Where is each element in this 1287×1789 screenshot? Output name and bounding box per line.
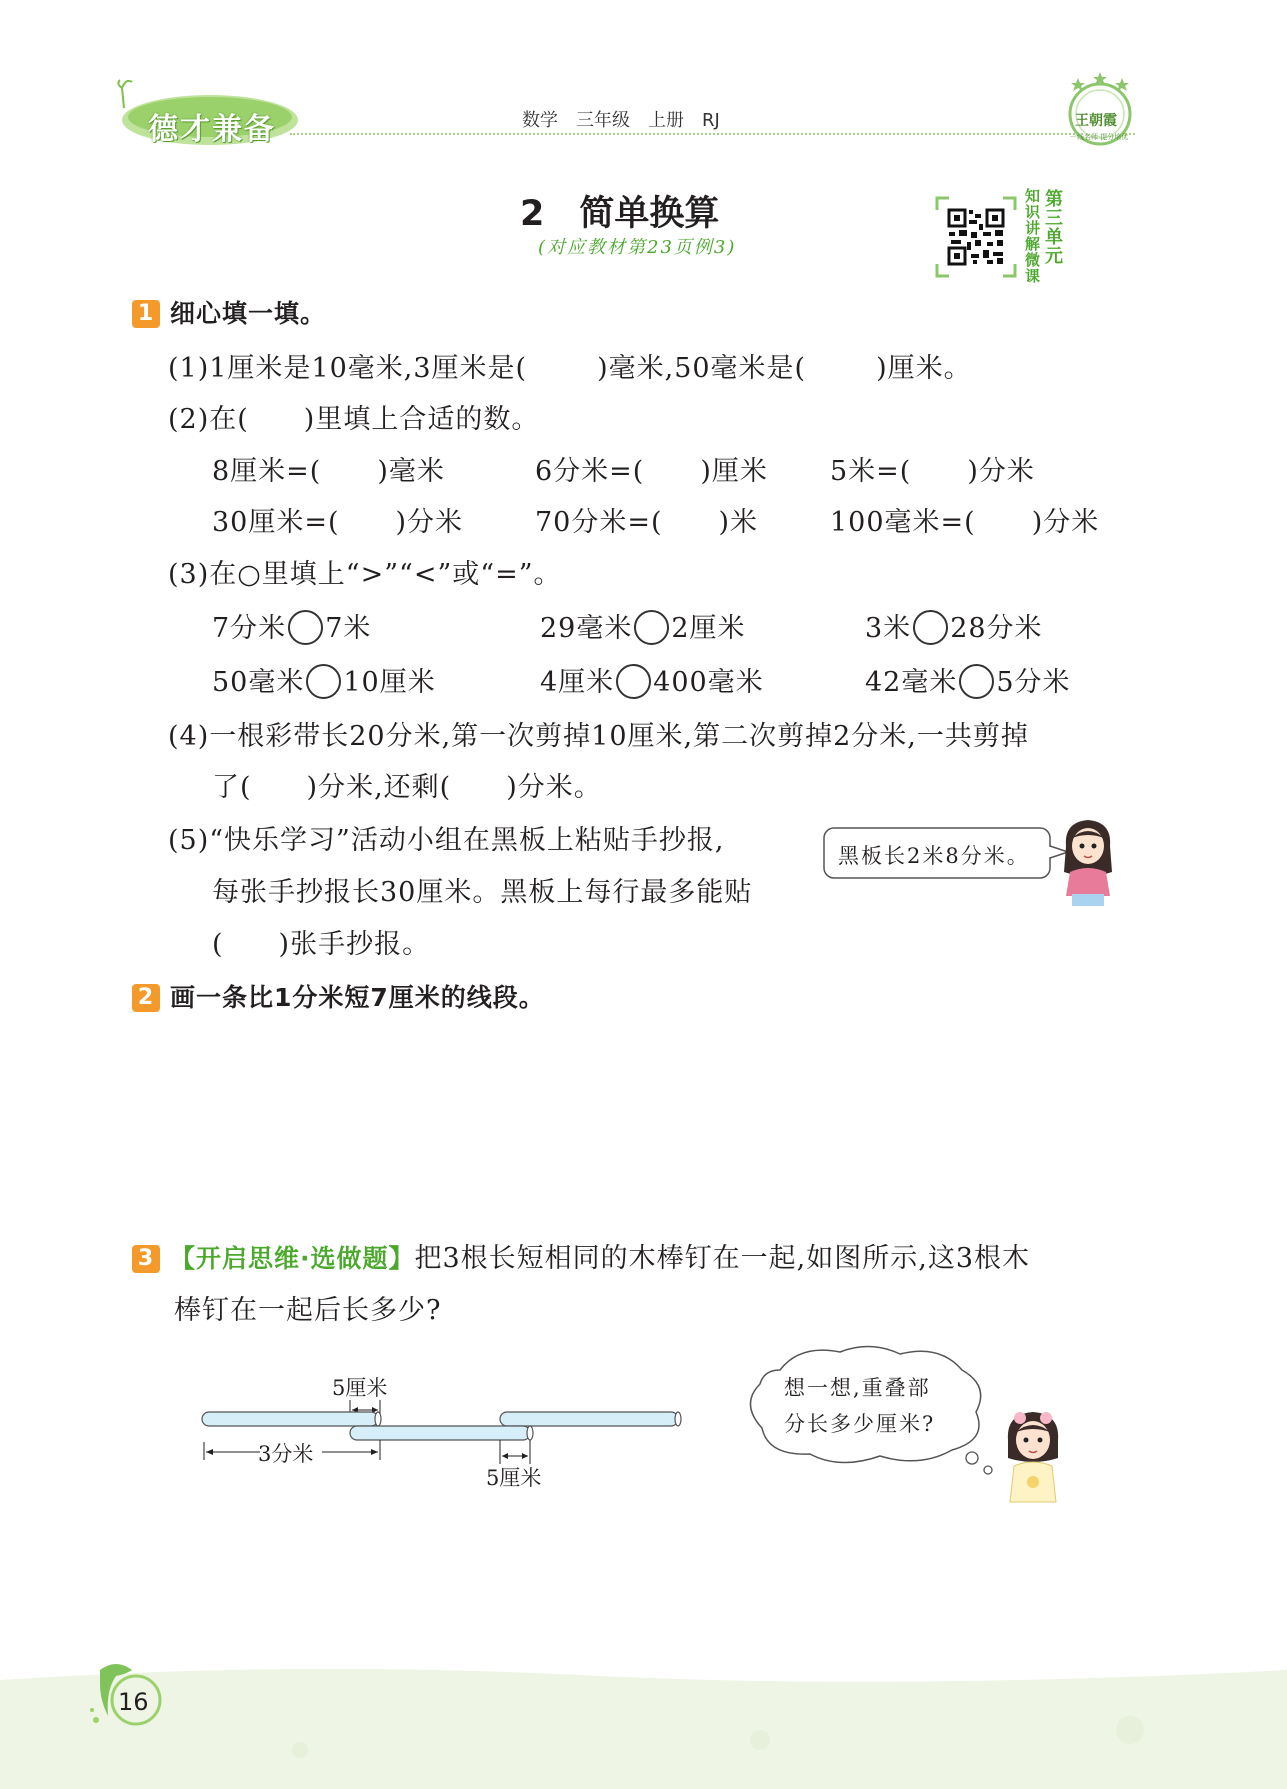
q1-p2-item-1-a: 8厘米=( bbox=[212, 456, 322, 487]
q1-p3-item-1 bbox=[212, 606, 371, 645]
q1-p2-intro-b: )里填上合适的数。 bbox=[303, 404, 540, 435]
q1-p2-item-2-a: 6分米=( bbox=[535, 456, 645, 487]
q1-p2-item-1 bbox=[212, 449, 445, 488]
q1-p3-item-2-b: 2厘米 bbox=[671, 613, 746, 644]
q1-p2-item-4-b: )分米 bbox=[395, 507, 464, 538]
q1-p5-line2: 每张手抄报长30厘米。黑板上每行最多能贴 bbox=[212, 877, 753, 908]
q1-p3-item-6-a: 42毫米 bbox=[865, 667, 958, 698]
badge-sub: 一线名师·提分培优 bbox=[1070, 133, 1129, 141]
q1-p2-item-6-a: 100毫米=( bbox=[830, 507, 976, 538]
q1-p2-item-1-b: )毫米 bbox=[377, 456, 445, 487]
q1-p3-item-1-b: 7米 bbox=[325, 613, 372, 644]
q1-p3-item-6 bbox=[865, 660, 1071, 699]
q1-p3-item-5-a: 4厘米 bbox=[540, 667, 615, 698]
q1-heading bbox=[132, 294, 326, 330]
q1-p5-b: )张手抄报。 bbox=[278, 929, 431, 960]
q1-p3-item-5-b: 400毫米 bbox=[653, 667, 764, 698]
subject-line: 数学 三年级 上册 RJ bbox=[522, 110, 720, 131]
page-number: 16 bbox=[118, 1688, 149, 1716]
q2-heading bbox=[132, 978, 545, 1014]
q3-number: 3 bbox=[132, 1245, 160, 1273]
q1-p3-item-4 bbox=[212, 660, 436, 699]
q1-p1-text-c: )厘米。 bbox=[876, 353, 972, 384]
q2-title: 画一条比1分米短7厘米的线段。 bbox=[170, 983, 545, 1012]
speech-bubble-text: 黑板长2米8分米。 bbox=[838, 844, 1030, 868]
q1-p1-text-a: (1)1厘米是10毫米,3厘米是( bbox=[168, 353, 528, 384]
header-divider bbox=[290, 133, 1135, 135]
q2-drawing-area[interactable] bbox=[170, 1020, 1130, 1220]
girl-thinking-illustration-icon bbox=[1000, 1408, 1066, 1504]
q1-p2-intro bbox=[168, 397, 539, 436]
q1-p1 bbox=[168, 346, 972, 385]
q1-title: 细心填一填。 bbox=[170, 299, 327, 328]
q1-number: 1 bbox=[132, 300, 160, 328]
lesson-title: 2 简单换算 bbox=[520, 194, 720, 234]
label-bottom-5cm: 5厘米 bbox=[486, 1466, 542, 1490]
q1-p3-item-4-a: 50毫米 bbox=[212, 667, 305, 698]
q1-p5-line3 bbox=[212, 922, 430, 961]
qr-code-icon bbox=[935, 196, 1017, 278]
label-top-5cm: 5厘米 bbox=[332, 1376, 388, 1400]
q1-p2-item-3-b: )分米 bbox=[967, 456, 1035, 487]
q1-p2-item-6-b: )分米 bbox=[1031, 507, 1100, 538]
q1-p2-intro-a: (2)在( bbox=[168, 404, 249, 435]
q1-p2-item-3-a: 5米=( bbox=[830, 456, 912, 487]
q1-p2-item-5-b: )米 bbox=[718, 507, 759, 538]
q1-p4-a: 了( bbox=[212, 772, 252, 803]
q1-p4-b: )分米,还剩( bbox=[306, 772, 452, 803]
thought-line-2: 分长多少厘米? bbox=[784, 1412, 936, 1436]
header bbox=[0, 60, 1287, 150]
label-left-3dm: 3分米 bbox=[258, 1442, 314, 1466]
q1-p3-item-6-b: 5分米 bbox=[996, 667, 1071, 698]
q1-p4-line2 bbox=[212, 765, 602, 804]
q1-p2-item-6 bbox=[830, 500, 1099, 539]
compare-circle[interactable] bbox=[913, 610, 948, 645]
q1-p3-item-3-a: 3米 bbox=[865, 613, 912, 644]
thought-line-1: 想一想,重叠部 bbox=[784, 1376, 931, 1400]
qr-code[interactable] bbox=[935, 196, 1017, 278]
compare-circle[interactable] bbox=[306, 664, 341, 699]
qr-side-right: 第三单元 bbox=[1045, 189, 1063, 267]
q1-p2-item-5 bbox=[535, 500, 758, 539]
q1-p3-item-1-a: 7分米 bbox=[212, 613, 287, 644]
compare-circle[interactable] bbox=[634, 610, 669, 645]
girl-illustration-icon bbox=[1058, 816, 1118, 908]
q1-p3-item-3-b: 28分米 bbox=[950, 613, 1043, 644]
qr-side-left: 知识讲解微课 bbox=[1025, 187, 1041, 285]
footer-background bbox=[0, 1640, 1287, 1789]
compare-circle[interactable] bbox=[959, 664, 994, 699]
q1-p5-a: ( bbox=[212, 929, 224, 960]
q1-p3-item-2 bbox=[540, 606, 746, 645]
q2-number: 2 bbox=[132, 984, 160, 1012]
q1-p4-line1: (4)一根彩带长20分米,第一次剪掉10厘米,第二次剪掉2分米,一共剪掉 bbox=[168, 721, 1029, 752]
compare-circle[interactable] bbox=[616, 664, 651, 699]
q1-p2-item-5-a: 70分米=( bbox=[535, 507, 663, 538]
q3-text1: 把3根长短相同的木棒钉在一起,如图所示,这3根木 bbox=[414, 1243, 1031, 1274]
q1-p2-item-4 bbox=[212, 500, 463, 539]
q1-p2-item-2 bbox=[535, 449, 768, 488]
q1-p5-line1: (5)“快乐学习”活动小组在黑板上粘贴手抄报, bbox=[168, 825, 725, 856]
q3-tag: 【开启思维·选做题】 bbox=[170, 1244, 415, 1273]
q1-p3-item-4-b: 10厘米 bbox=[343, 667, 436, 698]
q1-p3-item-5 bbox=[540, 660, 764, 699]
q1-p2-item-4-a: 30厘米=( bbox=[212, 507, 340, 538]
q1-p2-item-2-b: )厘米 bbox=[700, 456, 768, 487]
lesson-subtitle: (对应教材第23页例3) bbox=[538, 237, 737, 258]
sticks-diagram bbox=[190, 1360, 690, 1500]
logo-text: 德才兼备 bbox=[148, 112, 276, 147]
q1-p3-item-2-a: 29毫米 bbox=[540, 613, 633, 644]
q1-p4-c: )分米。 bbox=[506, 772, 602, 803]
q1-p3-intro: (3)在○里填上“>”“<”或“=”。 bbox=[168, 559, 562, 590]
badge-name: 王朝霞 bbox=[1075, 113, 1117, 129]
q1-p3-item-3 bbox=[865, 606, 1043, 645]
q3-text2: 棒钉在一起后长多少? bbox=[174, 1295, 442, 1326]
q1-p2-item-3 bbox=[830, 449, 1035, 488]
q1-p1-text-b: )毫米,50毫米是( bbox=[597, 353, 807, 384]
q3-heading bbox=[132, 1236, 1030, 1275]
compare-circle[interactable] bbox=[288, 610, 323, 645]
